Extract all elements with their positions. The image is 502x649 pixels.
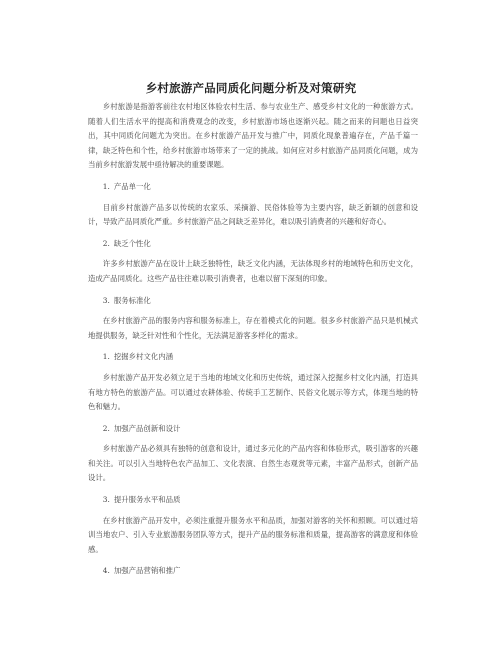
- section-heading: [88, 493, 418, 508]
- section-heading-text: 加强产品营销和推广: [113, 566, 181, 576]
- section-heading-text: 服务标准化: [113, 295, 151, 305]
- section-heading-text: 提升服务水平和品质: [113, 495, 181, 505]
- section-heading: [88, 422, 418, 437]
- body-paragraph: 乡村旅游产品必须具有独特的创意和设计，通过多元化的产品内容和体验形式，吸引游客的兴趣和关注。可以引入当地特色农产品加工、文化表演、自然生态观赏等元素，丰富产品形式，创新产品设计。: [88, 444, 418, 483]
- section-number: 2.: [102, 423, 110, 433]
- section-heading-text: 缺乏个性化: [113, 238, 151, 248]
- section-heading-text: 挖掘乡村文化内涵: [113, 352, 173, 362]
- body-paragraph: 乡村旅游是指游客前往农村地区体验农村生活、参与农业生产、感受乡村文化的一种旅游方式。随着人们生活水平的提高和消费观念的改变，乡村旅游市场也逐渐兴起。随之而来的问题也日益突出，其中同质化问题尤为突出。在乡村旅游产品开发与推广中，同质化现象普遍存在，产品千篇一律，缺乏特色和个性，给乡村旅游市场带来了一定的挑战。如何应对乡村旅游产品同质化问题，成为当前乡村旅游发展中亟待解决的重要课题。: [88, 102, 418, 170]
- section-number: 2.: [102, 238, 110, 248]
- section-heading-text: 产品单一化: [113, 181, 151, 191]
- section-heading: [88, 180, 418, 195]
- body-paragraph: 在乡村旅游产品的服务内容和服务标准上，存在着模式化的问题。很多乡村旅游产品只是机械式地提供服务，缺乏针对性和个性化，无法满足游客多样化的需求。: [88, 316, 418, 340]
- section-number: 1.: [102, 181, 110, 191]
- body-paragraph: 许多乡村旅游产品在设计上缺乏独特性，缺乏文化内涵，无法体现乡村的地域特色和历史文化，造成产品同质化。这些产品往往难以吸引消费者，也难以留下深刻的印象。: [88, 259, 418, 283]
- section-number: 4.: [102, 566, 110, 576]
- section-number: 3.: [102, 295, 110, 305]
- page-title: 乡村旅游产品同质化问题分析及对策研究: [145, 81, 357, 95]
- section-heading-text: 加强产品创新和设计: [113, 423, 181, 433]
- section-number: 1.: [102, 352, 110, 362]
- body-paragraph: 目前乡村旅游产品多以传统的农家乐、采摘游、民俗体验等为主要内容，缺乏新颖的创意和设计，导致产品同质化严重。乡村旅游产品之间缺乏差异化，难以吸引消费者的兴趣和好奇心。: [88, 202, 418, 227]
- section-heading: [88, 564, 418, 579]
- body-paragraph: 在乡村旅游产品开发中，必须注重提升服务水平和品质，加强对游客的关怀和照顾。可以通过培训当地农户、引入专业旅游服务团队等方式，提升产品的服务标准和质量，提高游客的满意度和体验感。: [88, 515, 418, 554]
- document-body: [88, 100, 418, 585]
- section-heading: [88, 237, 418, 252]
- section-heading: [88, 350, 418, 365]
- section-heading: [88, 294, 418, 309]
- section-number: 3.: [102, 495, 110, 505]
- body-paragraph: 乡村旅游产品开发必须立足于当地的地域文化和历史传统，通过深入挖掘乡村文化内涵，打造具有地方特色的旅游产品。可以通过农耕体验、传统手工艺制作、民俗文化展示等方式，体现当地的特色和魅力。: [88, 372, 418, 412]
